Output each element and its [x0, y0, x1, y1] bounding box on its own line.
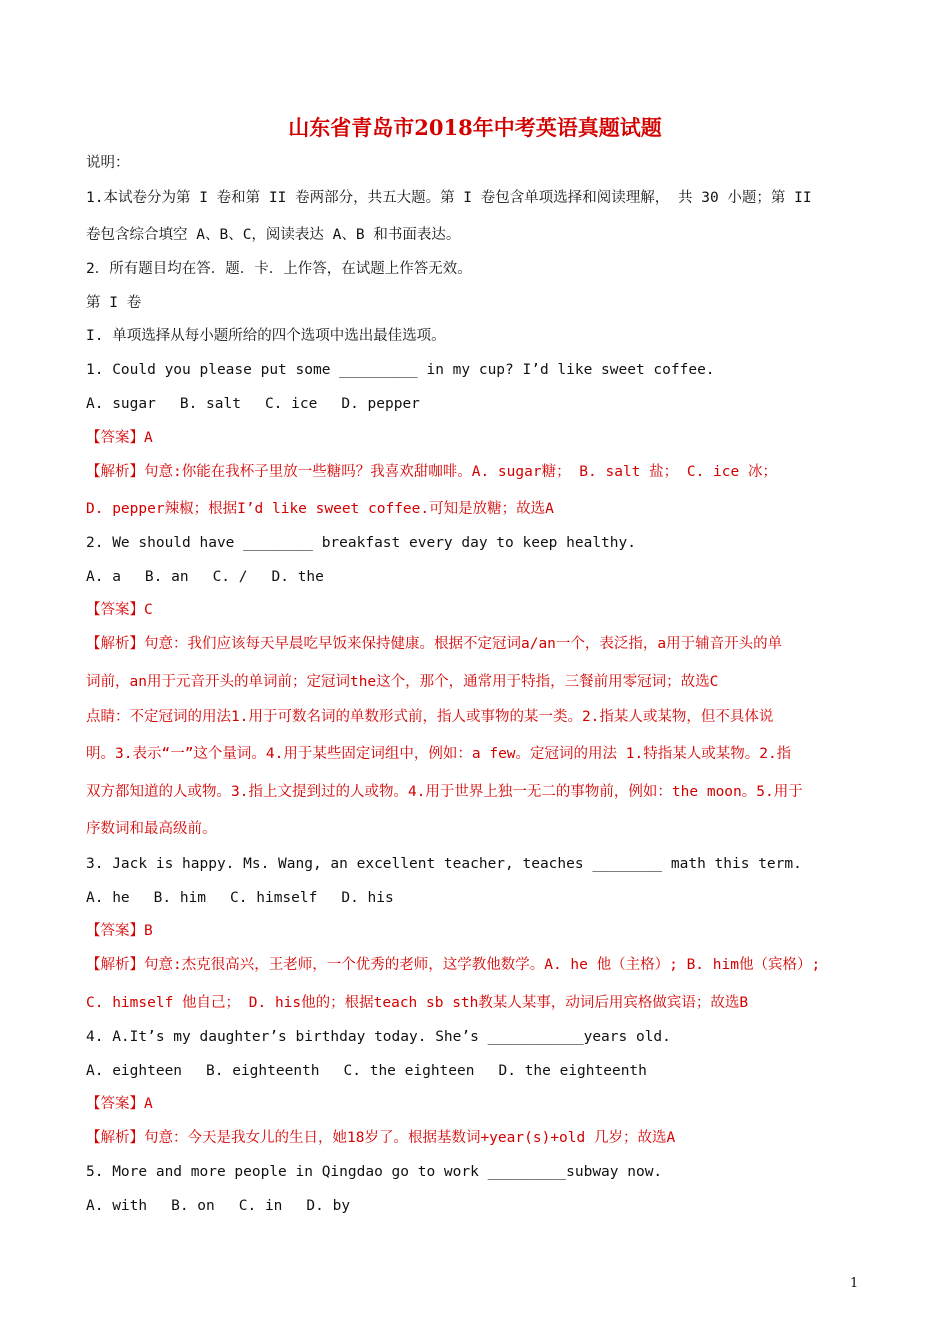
- analysis-2: 序数词和最高级前。: [86, 821, 217, 837]
- option: B. on: [171, 1198, 215, 1214]
- question-1-options: [86, 394, 866, 414]
- analysis-1: 【解析】句意:你能在我杯子里放一些糖吗？我喜欢甜咖啡。A. sugar糖； B. salt 盐； C. ice 冰；: [86, 464, 777, 480]
- answer-4: 【答案】A: [86, 1096, 153, 1112]
- question-3: 3. Jack is happy. Ms. Wang, an excellent teacher, teaches ________ math this term.: [86, 856, 802, 872]
- option: B. an: [144, 569, 189, 585]
- option: A. sugar: [86, 396, 156, 412]
- analysis-3: C. himself 他自己； D. his他的；根据teach sb sth教某人某事，动词后用宾格做宾语；故选B: [86, 995, 749, 1011]
- option: A. with: [86, 1198, 148, 1214]
- analysis-3: 【解析】句意:杰克很高兴，王老师，一个优秀的老师，这学教他数学。A. he 他（主格）; B. him他（宾格）;: [86, 957, 821, 973]
- intro-line: 1.本试卷分为第 I 卷和第 II 卷两部分，共五大题。第 I 卷包含单项选择和阅读理解， 共 30 小题；第 II: [86, 190, 812, 206]
- analysis-2: 词前，an用于元音开头的单词前；定冠词the这个，那个，通常用于特指，三餐前用零冠词；故选C: [86, 674, 719, 690]
- part-heading: 第 I 卷: [86, 295, 142, 311]
- page-title: 山东省青岛市2018年中考英语真题试题: [288, 115, 662, 140]
- analysis-1: D. pepper辣椒；根据I’d like sweet coffee.可知是放糖；故选A: [86, 501, 554, 517]
- section-heading: I. 单项选择从每小题所给的四个选项中选出最佳选项。: [86, 328, 446, 344]
- analysis-2: 明。3.表示“一”这个量词。4.用于某些固定词组中，例如：a few。定冠词的用法 1.特指某人或某物。2.指: [86, 746, 792, 762]
- question-4: 4. A.It’s my daughter’s birthday today. She’s ___________years old.: [86, 1029, 671, 1045]
- answer-3: 【答案】B: [86, 923, 153, 939]
- answer-1: 【答案】A: [86, 430, 153, 446]
- option: D. the: [271, 569, 324, 585]
- option: C. ice: [264, 396, 318, 412]
- option: C. /: [212, 569, 248, 585]
- analysis-4: 【解析】句意：今天是我女儿的生日，她18岁了。根据基数词+year(s)+old 几岁；故选A: [86, 1130, 676, 1146]
- question-5-options: [86, 1196, 866, 1216]
- question-3-options: [86, 888, 866, 908]
- option: B. eighteenth: [206, 1063, 320, 1079]
- option: C. the eighteen: [343, 1063, 475, 1079]
- option: D. pepper: [341, 396, 420, 412]
- question-2-options: [86, 567, 866, 587]
- intro-heading: 说明：: [86, 155, 130, 171]
- option: A. a: [86, 569, 121, 585]
- intro-line: 2．所有题目均在答．题．卡．上作答，在试题上作答无效。: [86, 261, 472, 277]
- option: D. his: [341, 890, 394, 906]
- option: B. salt: [179, 396, 241, 412]
- analysis-2: 点睛：不定冠词的用法1.用于可数名词的单数形式前，指人或事物的某一类。2.指某人或某物，但不具体说: [86, 709, 774, 725]
- option: A. eighteen: [86, 1063, 183, 1079]
- analysis-2: 【解析】句意：我们应该每天早晨吃早饭来保持健康。根据不定冠词a/an一个，表泛指，a用于辅音开头的单: [86, 636, 783, 652]
- question-1: 1. Could you please put some _________ in my cup? I’d like sweet coffee.: [86, 362, 715, 378]
- page-number: 1: [850, 1276, 859, 1291]
- question-2: 2. We should have ________ breakfast every day to keep healthy.: [86, 535, 636, 551]
- option: D. by: [306, 1198, 351, 1214]
- option: D. the eighteenth: [498, 1063, 647, 1079]
- option: A. he: [86, 890, 130, 906]
- question-4-options: [86, 1061, 866, 1081]
- answer-2: 【答案】C: [86, 602, 153, 618]
- option: C. himself: [230, 890, 318, 906]
- question-5: 5. More and more people in Qingdao go to work _________subway now.: [86, 1164, 663, 1180]
- option: C. in: [238, 1198, 283, 1214]
- option: B. him: [153, 890, 207, 906]
- analysis-2: 双方都知道的人或物。3.指上文提到过的人或物。4.用于世界上独一无二的事物前，例如：the moon。5.用于: [86, 784, 803, 800]
- intro-line: 卷包含综合填空 A、B、C，阅读表达 A、B 和书面表达。: [86, 227, 461, 243]
